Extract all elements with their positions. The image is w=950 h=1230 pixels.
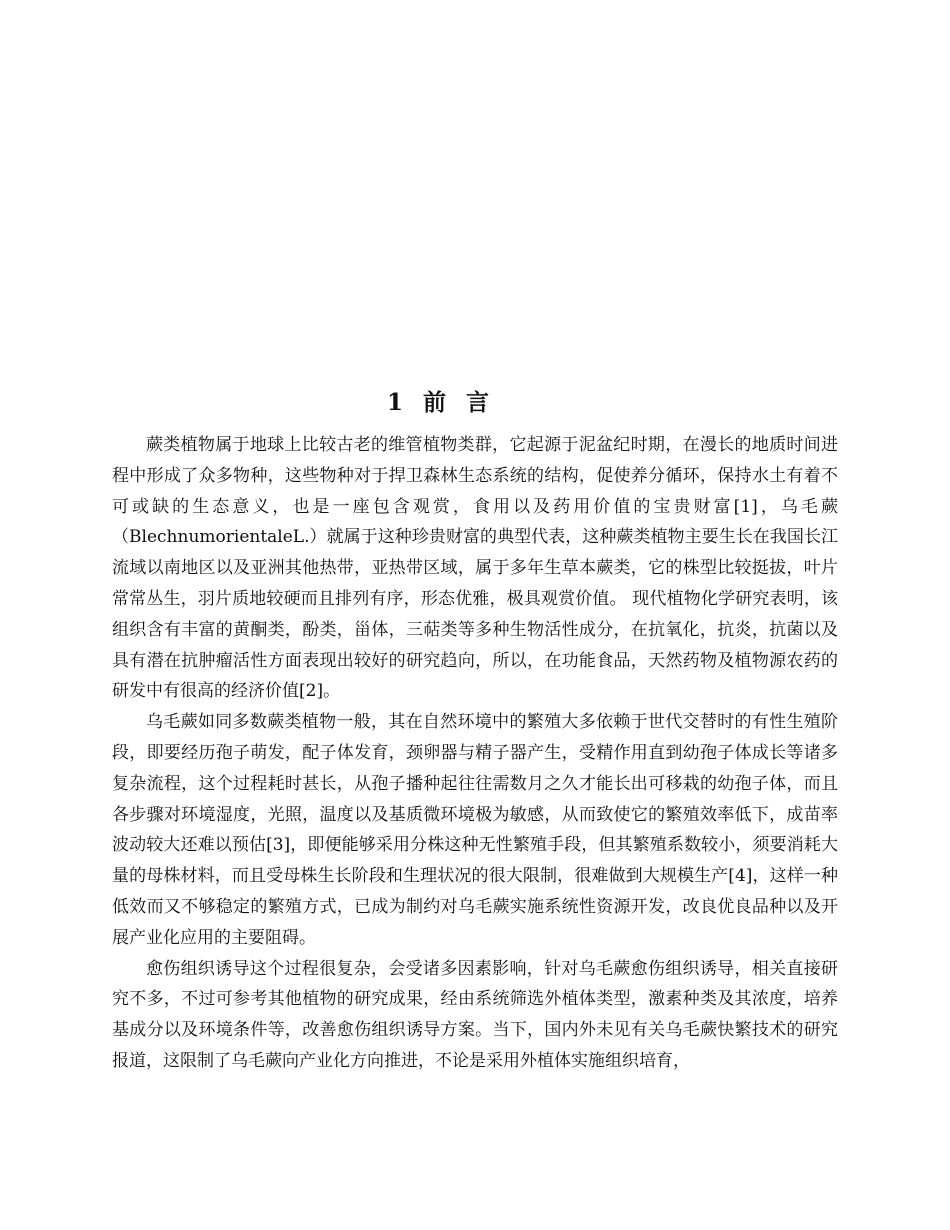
- paragraph-2: 乌毛蕨如同多数蕨类植物一般，其在自然环境中的繁殖大多依赖于世代交替时的有性生殖阶段，即要经历孢子萌发，配子体发育，颈卵器与精子器产生，受精作用直到幼孢子体成长等诸多复杂流程，这个过程耗时甚长，从孢子播种起往往需数月之久才能长出可移栽的幼孢子体，而且各步骤对环境湿度，光照，温度以及基质微环境极为敏感，从而致使它的繁殖效率低下，成苗率波动较大还难以预估[3]，即便能够采用分株这种无性繁殖手段，但其繁殖系数较小，须要消耗大量的母株材料，而且受母株生长阶段和生理状况的很大限制，很难做到大规模生产[4]，这样一种低效而又不够稳定的繁殖方式，已成为制约对乌毛蕨实施系统性资源开发，改良优良品种以及开展产业化应用的主要阻碍。: [112, 712, 838, 948]
- paragraph-3: 愈伤组织诱导这个过程很复杂，会受诸多因素影响，针对乌毛蕨愈伤组织诱导，相关直接研究不多，不过可参考其他植物的研究成果，经由系统筛选外植体类型，激素种类及其浓度，培养基成分以及环境条件等，改善愈伤组织诱导方案。当下，国内外未见有关乌毛蕨快繁技术的研究报道，这限制了乌毛蕨向产业化方向推进，不论是采用外植体实施组织培育，: [112, 958, 838, 1071]
- paragraph-1: 蕨类植物属于地球上比较古老的维管植物类群，它起源于泥盆纪时期，在漫长的地质时间进程中形成了众多物种，这些物种对于捍卫森林生态系统的结构，促使养分循环，保持水土有着不可或缺的生态意义，也是一座包含观赏，食用以及药用价值的宝贵财富[1]，乌毛蕨（BlechnumorientaleL.）就属于这种珍贵财富的典型代表，这种蕨类植物主要生长在我国长江流域以南地区以及亚洲其他热带，亚热带区域，属于多年生草本蕨类，它的株型比较挺拔，叶片常常丛生，羽片质地较硬而且排列有序，形态优雅，极具观赏价值。 现代植物化学研究表明，该组织含有丰富的黄酮类，酚类，甾体，三萜类等多种生物活性成分，在抗氧化，抗炎，抗菌以及具有潜在抗肿瘤活性方面表现出较好的研究趋向，所以，在功能食品，天然药物及植物源农药的研发中有很高的经济价值[2]。: [112, 435, 838, 702]
- section-heading: 1 前 言: [386, 389, 496, 416]
- section-body: [112, 430, 838, 1077]
